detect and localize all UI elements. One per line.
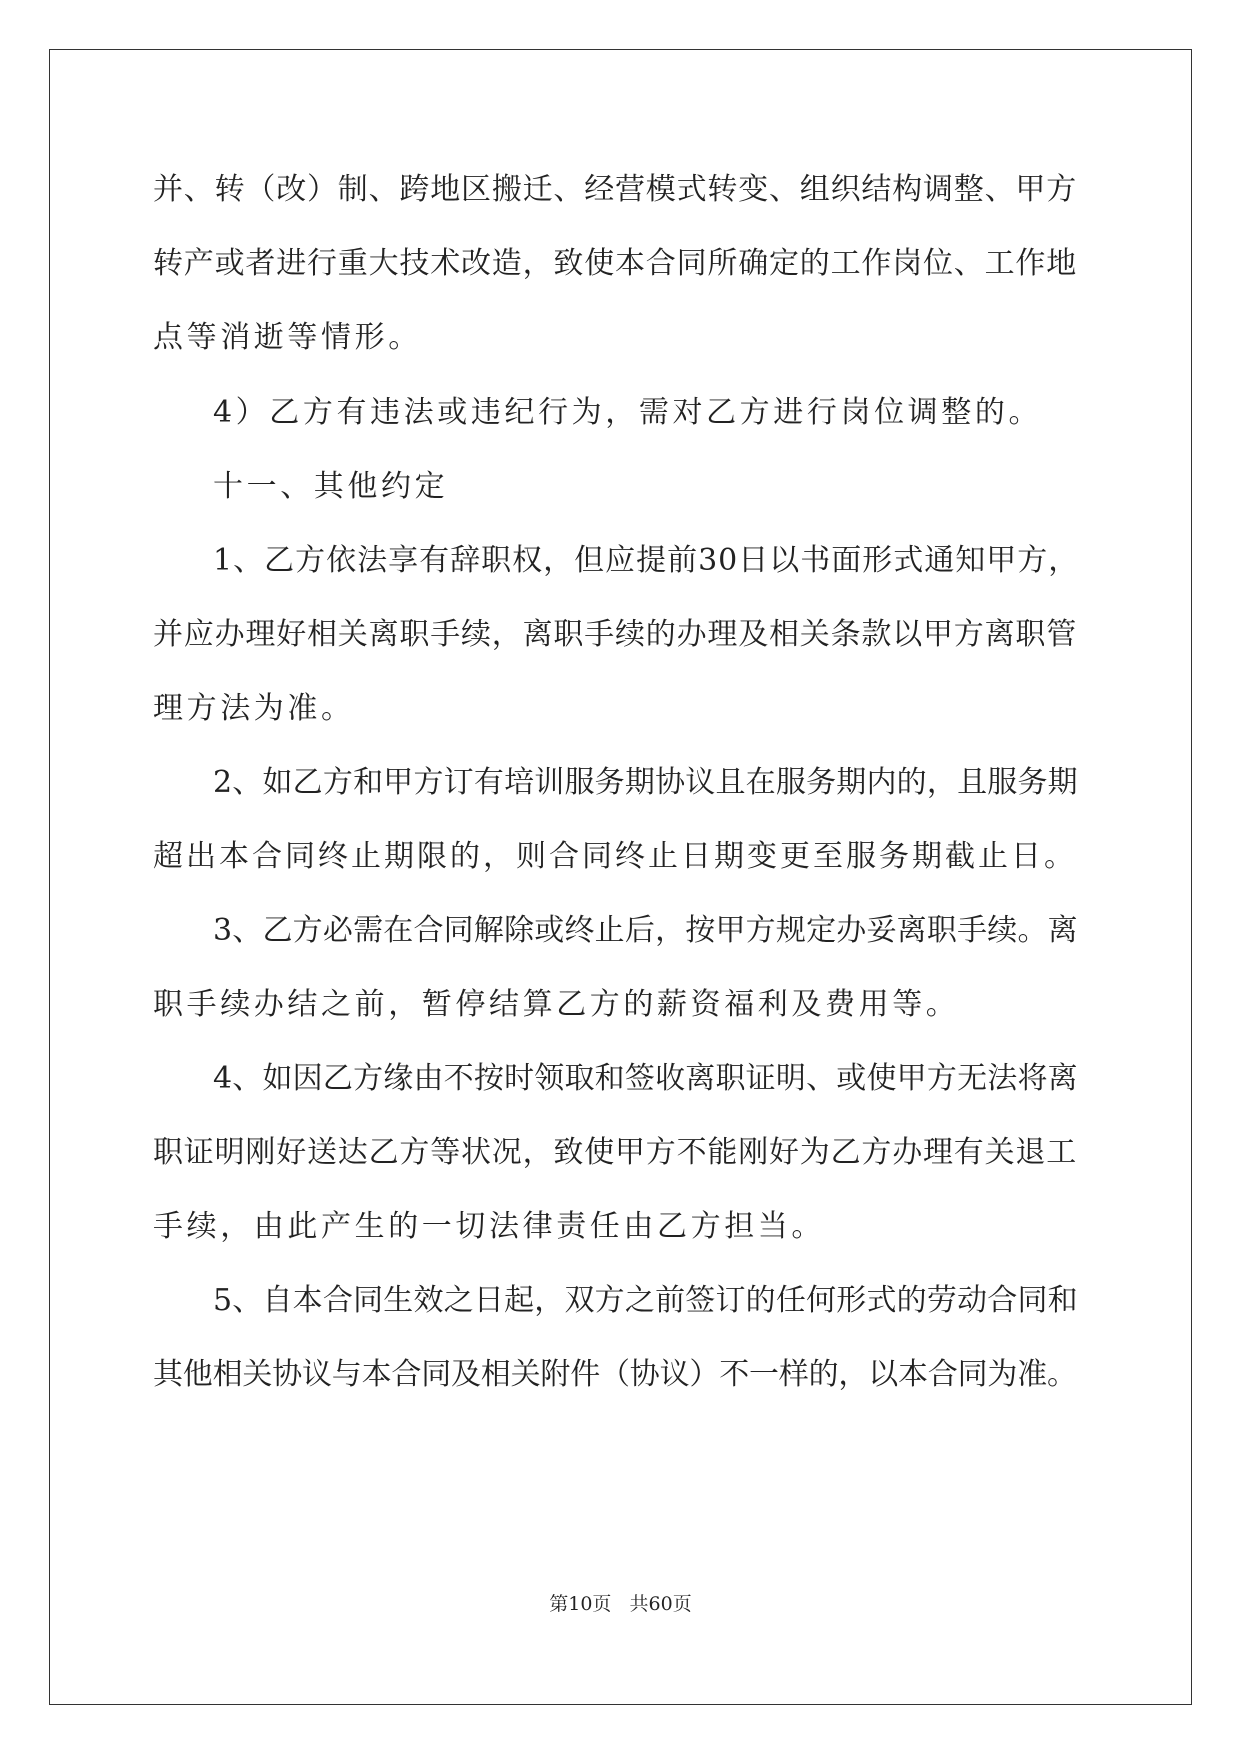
paragraph-line: 手续，由此产生的一切法律责任由乙方担当。	[153, 1209, 825, 1244]
paragraph-line: 并、转（改）制、跨地区搬迁、经营模式转变、组织结构调整、甲方	[153, 172, 1077, 207]
paragraph-line: 并应办理好相关离职手续，离职手续的办理及相关条款以甲方离职管	[153, 617, 1077, 652]
page-border	[49, 49, 1192, 1705]
section-heading: 十一、其他约定	[213, 469, 449, 504]
paragraph-line: 4）乙方有违法或违纪行为，需对乙方进行岗位调整的。	[213, 395, 1043, 430]
paragraph-line: 2、如乙方和甲方订有培训服务期协议且在服务期内的，且服务期	[213, 765, 1078, 800]
paragraph-line: 1、乙方依法享有辞职权，但应提前30日以书面形式通知甲方，	[213, 543, 1080, 578]
paragraph-line: 4、如因乙方缘由不按时领取和签收离职证明、或使甲方无法将离	[213, 1061, 1078, 1096]
paragraph-line: 3、乙方必需在合同解除或终止后，按甲方规定办妥离职手续。离	[213, 913, 1078, 948]
paragraph-line: 职证明刚好送达乙方等状况，致使甲方不能刚好为乙方办理有关退工	[153, 1135, 1077, 1170]
paragraph-line: 职手续办结之前，暂停结算乙方的薪资福利及费用等。	[153, 987, 960, 1022]
paragraph-line: 点等消逝等情形。	[153, 320, 422, 355]
page-number-footer: 第10页 共60页	[549, 1593, 692, 1615]
paragraph-line: 理方法为准。	[153, 691, 355, 726]
paragraph-line: 转产或者进行重大技术改造，致使本合同所确定的工作岗位、工作地	[153, 246, 1077, 281]
paragraph-line: 5、自本合同生效之日起，双方之前签订的任何形式的劳动合同和	[213, 1283, 1078, 1318]
paragraph-line: 其他相关协议与本合同及相关附件（协议）不一样的，以本合同为准。	[153, 1357, 1077, 1392]
paragraph-line: 超出本合同终止期限的，则合同终止日期变更至服务期截止日。	[153, 839, 1077, 874]
